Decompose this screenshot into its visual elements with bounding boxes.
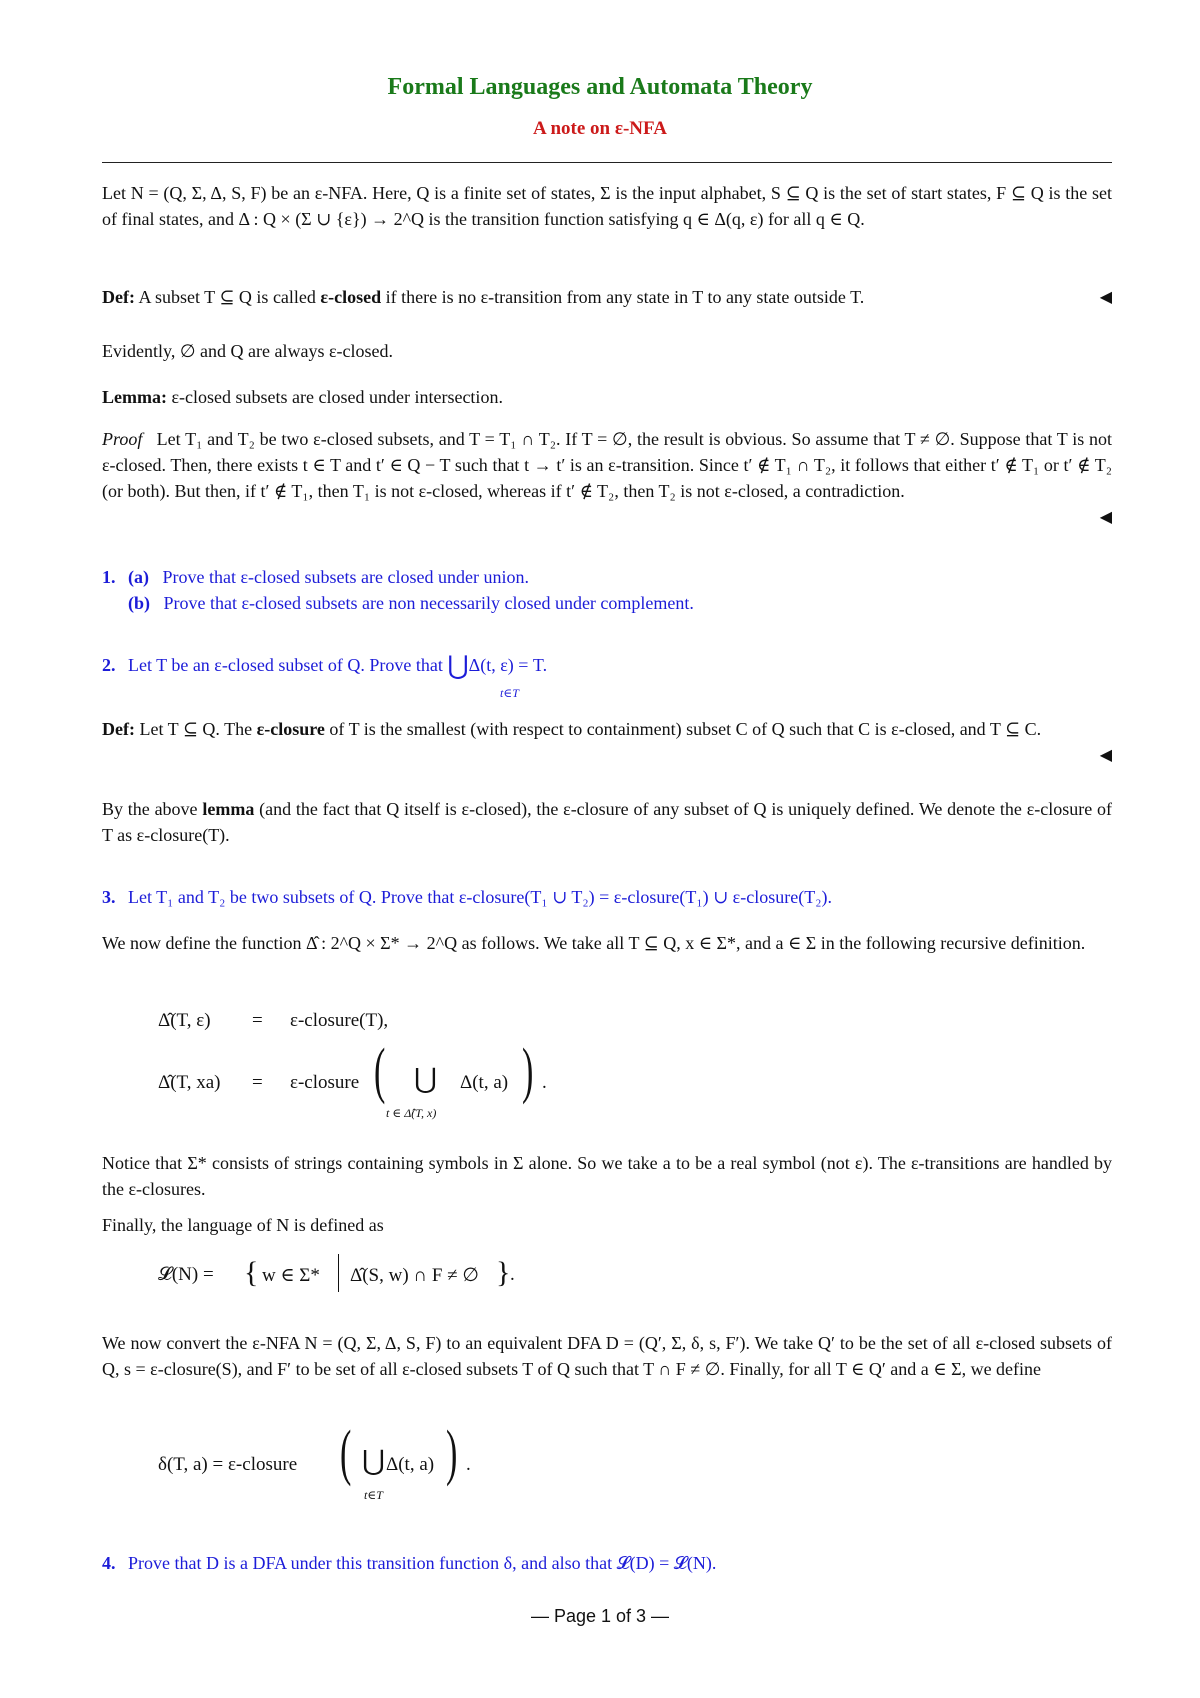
- lemma: Lemma: ε-closed subsets are closed under intersection.: [102, 387, 503, 407]
- big-union-icon: ⋃: [414, 1064, 437, 1095]
- page-footer: — Page 1 of 3 —: [530, 1606, 670, 1626]
- question-4: 4. Prove that D is a DFA under this transition function δ, and also that 𝓛(D) = 𝓛(N).: [102, 1553, 717, 1573]
- big-union-icon: ⋃: [447, 651, 469, 680]
- language-set-var: w ∈ Σ*: [262, 1265, 320, 1286]
- equation-2-sub: t ∈ Δ̂(T, x): [386, 1106, 437, 1120]
- delta-end: .: [466, 1454, 471, 1475]
- definition-eps-closed: Def: A subset T ⊆ Q is called ε-closed if there is no ε-transition from any state in T to any state outside T. ◀: [102, 284, 1112, 310]
- uniqueness-paragraph: By the above lemma (and the fact that Q itself is ε-closed), the ε-closure of any subset of Q is uniquely defined. We denote the ε-closure of T as ε-closure(T).: [102, 799, 1113, 845]
- define-function-paragraph: We now define the function Δ̂ : 2^Q × Σ* → 2^Q as follows. We take all T ⊆ Q, x ∈ Σ*, and a ∈ Σ in the following recursive definition.: [102, 933, 1086, 953]
- end-of-definition-icon: ◀: [1099, 745, 1112, 764]
- delta-inner: Δ(t, a): [386, 1454, 435, 1475]
- set-bar: [338, 1254, 340, 1292]
- document-title: Formal Languages and Automata Theory: [387, 74, 813, 100]
- language-lhs: 𝓛(N) =: [158, 1264, 214, 1285]
- header-rule: [102, 162, 1112, 163]
- big-union-icon: ⋃: [362, 1446, 385, 1477]
- delta-lhs: δ(T, a) = ε-closure: [158, 1454, 298, 1475]
- equation-2-lhs: Δ̂(T, xa): [158, 1072, 221, 1093]
- term-eps-closure: ε-closure: [256, 719, 325, 739]
- language-set-cond: Δ̂(S, w) ∩ F ≠ ∅: [350, 1265, 479, 1286]
- equation-2-end: .: [542, 1072, 547, 1093]
- def-label: Def:: [102, 719, 135, 739]
- definition-eps-closure: Def: Let T ⊆ Q. The ε-closure of T is the smallest (with respect to containment) subset C of Q such that C is ε-closed, and T ⊆ C. ◀: [102, 716, 1112, 742]
- right-paren-icon: ): [522, 1037, 534, 1105]
- evidently-paragraph: Evidently, ∅ and Q are always ε-closed.: [102, 341, 393, 361]
- end-of-proof-icon: ◀: [1099, 507, 1112, 526]
- question-3: 3. Let T₁ and T₂ be two subsets of Q. Prove that ε-closure(T₁ ∪ T₂) = ε-closure(T₁) ∪ ε-closure(T₂).: [102, 887, 832, 907]
- delta-sub: t∈T: [364, 1488, 383, 1502]
- finally-paragraph: Finally, the language of N is defined as: [102, 1215, 384, 1235]
- equation-2-closure: ε-closure: [290, 1072, 360, 1093]
- def-label: Def:: [102, 287, 135, 307]
- left-brace-icon: {: [244, 1256, 259, 1289]
- question-1: 1. (a) Prove that ε-closed subsets are closed under union. (b) Prove that ε-closed subsets are non necessarily closed under complement.: [102, 567, 694, 613]
- left-paren-icon: (: [340, 1419, 352, 1487]
- question-2: 2. Let T be an ε-closed subset of Q. Prove that ⋃Δ(t, ε) = T. t∈T: [102, 651, 548, 700]
- notice-paragraph: Notice that Σ* consists of strings containing symbols in Σ alone. So we take a to be a real symbol (not ε). The ε-transitions are handled by the ε-closures.: [102, 1153, 1112, 1199]
- convert-paragraph: We now convert the ε-NFA N = (Q, Σ, Δ, S, F) to an equivalent DFA D = (Q′, Σ, δ, s, F′). We take Q′ to be the set of all ε-closed subsets of Q, s = ε-closure(S), and F′ to be set of all ε-closed subsets T of Q such that T ∩ F ≠ ∅. Finally, for all T ∈ Q′ and a ∈ Σ, we define: [102, 1333, 1112, 1379]
- proof-label: Proof: [102, 429, 143, 449]
- equation-1-rhs: ε-closure(T),: [290, 1010, 389, 1031]
- intro-paragraph: Let N = (Q, Σ, Δ, S, F) be an ε-NFA. Here, Q is a finite set of states, Σ is the input alphabet, S ⊆ Q is the set of start states, F ⊆ Q is the set of final states, and Δ : Q × (Σ ∪ {ε}) → 2^Q is the transition function satisfying q ∈ Δ(q, ε) for all q ∈ Q.: [102, 183, 1112, 229]
- right-paren-icon: ): [446, 1419, 458, 1487]
- equation-2-inner: Δ(t, a): [460, 1072, 509, 1093]
- equation-1-lhs: Δ̂(T, ε): [158, 1010, 211, 1031]
- equation-1-eq: =: [252, 1010, 263, 1031]
- lemma-label: Lemma:: [102, 387, 167, 407]
- proof: Proof Let T₁ and T₂ be two ε-closed subsets, and T = T₁ ∩ T₂. If T = ∅, the result is obvious. So assume that T ≠ ∅. Suppose that T is not ε-closed. Then, there exists t ∈ T and t′ ∈ Q − T such that t → t′ is an ε-transition. Since t′ ∉ T₁ ∩ T₂, it follows that either t′ ∉ T₁ or t′ ∉ T₂ (or both). But then, if t′ ∉ T₁, then T₁ is not ε-closed, whereas if t′ ∉ T₂, then T₂ is not ε-closed, a contradiction. ◀: [102, 426, 1112, 504]
- right-brace-icon: }: [496, 1256, 511, 1289]
- term-eps-closed: ε-closed: [320, 287, 382, 307]
- language-end: .: [510, 1264, 515, 1285]
- end-of-definition-icon: ◀: [1099, 287, 1112, 306]
- document-subtitle: A note on ε-NFA: [533, 118, 667, 139]
- equation-2-eq: =: [252, 1072, 263, 1093]
- left-paren-icon: (: [374, 1037, 386, 1105]
